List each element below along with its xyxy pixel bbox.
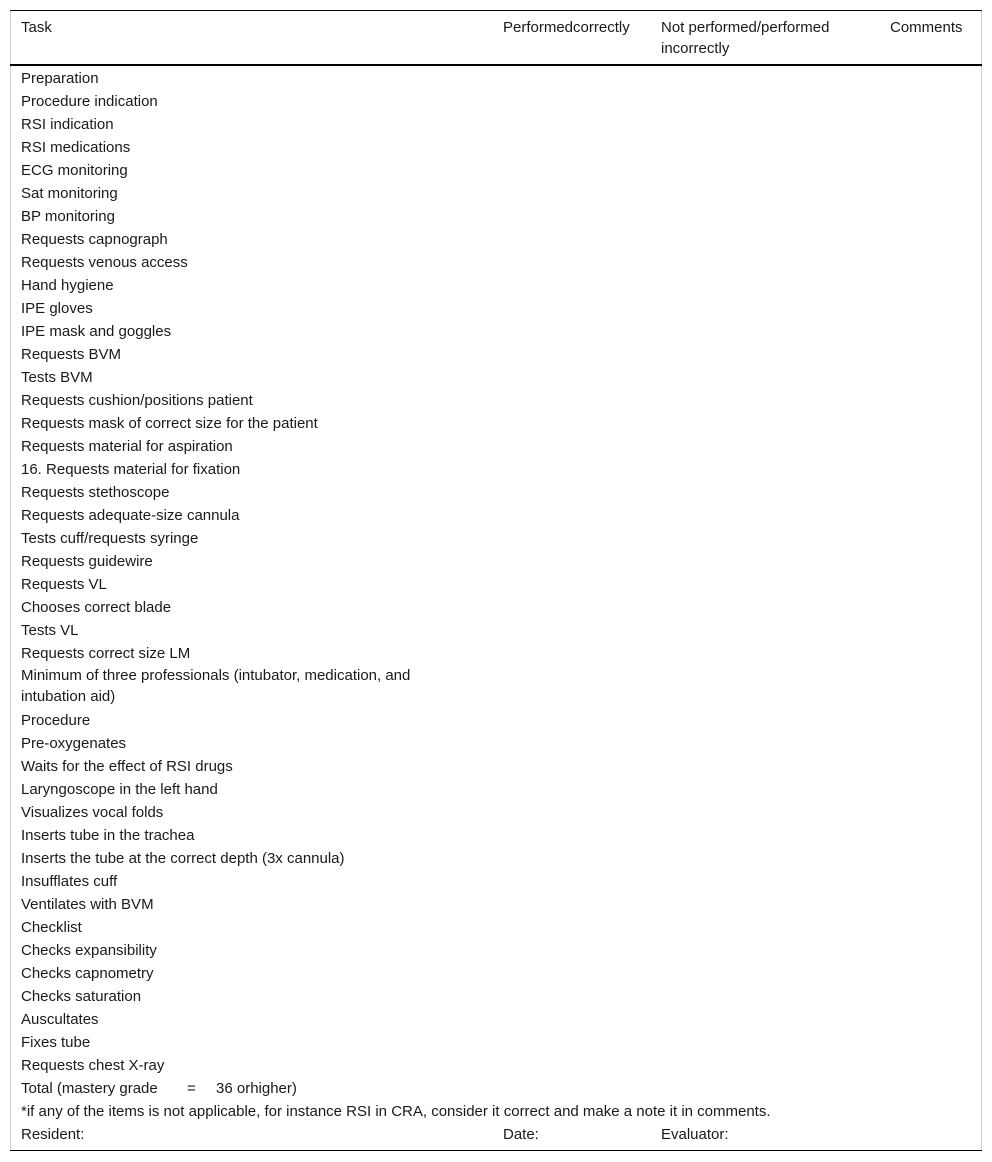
total-equals: = xyxy=(187,1080,196,1097)
table-row: Requests chest X-ray xyxy=(21,1057,165,1074)
table-row: Auscultates xyxy=(21,1011,99,1028)
table-body xyxy=(21,67,971,1146)
table-row: Requests BVM xyxy=(21,346,122,363)
table-row: Inserts the tube at the correct depth (3x cannula) xyxy=(21,850,345,867)
total-row xyxy=(21,1077,971,1100)
table-row: Chooses correct blade xyxy=(21,599,172,616)
table-row: Sat monitoring xyxy=(21,185,118,202)
table-row: Requests cushion/positions patient xyxy=(21,392,253,409)
table-row: Requests VL xyxy=(21,576,107,593)
table-top-rule xyxy=(10,10,982,11)
table-bottom-rule xyxy=(10,1150,982,1151)
table-row: Ventilates with BVM xyxy=(21,896,154,913)
table-row: Minimum of three professionals (intubator, medication, and intubation aid) xyxy=(21,667,411,705)
table-row: Tests BVM xyxy=(21,369,93,386)
table-row: RSI medications xyxy=(21,139,131,156)
table-row: Checklist xyxy=(21,919,82,936)
table-row: Fixes tube xyxy=(21,1034,91,1051)
table-row: Requests capnograph xyxy=(21,231,168,248)
header-not-performed: Not performed/performed incorrectly xyxy=(661,19,830,57)
table-row: Waits for the effect of RSI drugs xyxy=(21,758,233,775)
header-rule xyxy=(10,64,982,66)
table-row: Requests adequate-size cannula xyxy=(21,507,240,524)
signature-row xyxy=(21,1123,971,1146)
footnote: *if any of the items is not applicable, for instance RSI in CRA, consider it correct and make a note it in comments. xyxy=(21,1103,771,1120)
table-row: Requests material for aspiration xyxy=(21,438,233,455)
table-row: 16. Requests material for fixation xyxy=(21,461,241,478)
resident-label: Resident: xyxy=(21,1126,85,1143)
header-comments: Comments xyxy=(890,19,963,36)
table-row: Pre-oxygenates xyxy=(21,735,127,752)
header-performed-correctly: Performedcorrectly xyxy=(503,19,630,36)
table-row: Requests venous access xyxy=(21,254,188,271)
table-row: Hand hygiene xyxy=(21,277,114,294)
total-label: Total (mastery grade xyxy=(21,1080,158,1097)
total-value: 36 orhigher) xyxy=(216,1080,297,1097)
table-row: Checks saturation xyxy=(21,988,142,1005)
table-row: Inserts tube in the trachea xyxy=(21,827,195,844)
header-task: Task xyxy=(21,19,52,36)
table-row: Requests correct size LM xyxy=(21,645,191,662)
table-row: Procedure xyxy=(21,712,91,729)
table-header xyxy=(10,17,982,61)
table-row: Tests VL xyxy=(21,622,79,639)
table-row: IPE gloves xyxy=(21,300,93,317)
table-row: Requests stethoscope xyxy=(21,484,170,501)
table-row: ECG monitoring xyxy=(21,162,128,179)
table-row: Checks capnometry xyxy=(21,965,154,982)
table-row: Preparation xyxy=(21,70,99,87)
table-row: Laryngoscope in the left hand xyxy=(21,781,218,798)
table-row: Requests guidewire xyxy=(21,553,153,570)
table-row: IPE mask and goggles xyxy=(21,323,172,340)
table-row: Tests cuff/requests syringe xyxy=(21,530,199,547)
table-row: Checks expansibility xyxy=(21,942,157,959)
evaluator-label: Evaluator: xyxy=(661,1126,729,1143)
table-row: Procedure indication xyxy=(21,93,158,110)
table-row: RSI indication xyxy=(21,116,114,133)
table-row: Insufflates cuff xyxy=(21,873,118,890)
table-row: Visualizes vocal folds xyxy=(21,804,164,821)
table-row: Requests mask of correct size for the patient xyxy=(21,415,318,432)
table-row: BP monitoring xyxy=(21,208,115,225)
date-label: Date: xyxy=(503,1126,539,1143)
